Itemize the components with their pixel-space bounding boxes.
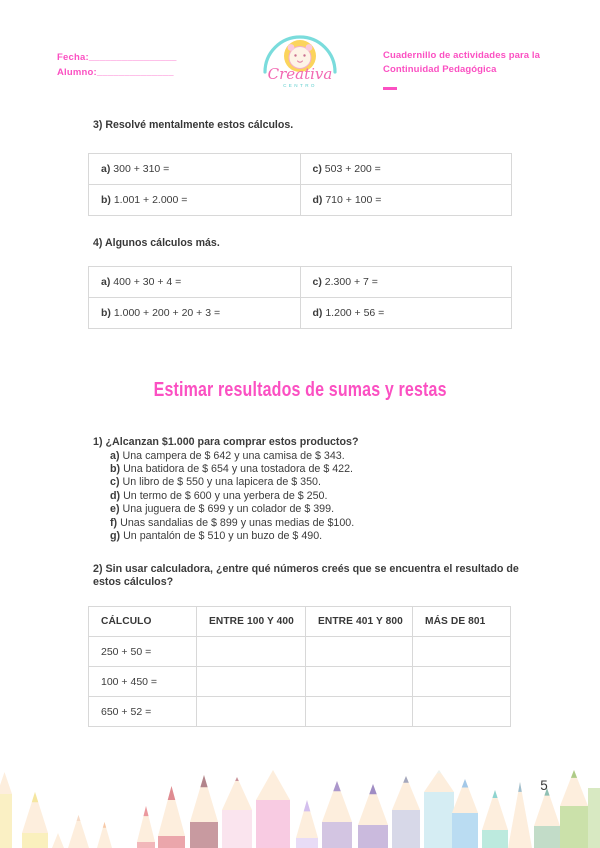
question-2-heading: 2) Sin usar calculadora, ¿entre qué números creés que se encuentra el resultado de estos cálculos?	[93, 563, 519, 589]
calc-expression: 710 + 100 =	[325, 194, 382, 206]
fecha-field	[57, 50, 177, 65]
calc-expression: 1.000 + 200 + 20 + 3 =	[113, 307, 221, 319]
calc-expression: 400 + 30 + 4 =	[113, 276, 182, 288]
calc-cell	[300, 298, 512, 329]
item-text: Una juguera de $ 699 y un colador de $ 399.	[122, 503, 335, 516]
item-letter: a)	[110, 449, 120, 462]
item-text: Una campera de $ 642 y una camisa de $ 343.	[122, 449, 345, 462]
item-text: Un pantalón de $ 510 y un buzo de $ 490.	[123, 529, 323, 542]
list-item	[110, 476, 359, 489]
table-row	[89, 697, 511, 727]
lion-eye-icon	[294, 54, 296, 56]
section4-table	[88, 266, 512, 329]
item-letter: a)	[101, 163, 111, 175]
item-letter: a)	[101, 276, 111, 288]
chapter-title	[88, 379, 512, 402]
column-header-entre-100-400: ENTRE 100 Y 400	[197, 607, 306, 637]
answer-cell	[413, 637, 511, 667]
logo-subtext: CENTRO	[283, 83, 317, 88]
column-header-entre-401-800: ENTRE 401 Y 800	[306, 607, 413, 637]
calc-cell	[300, 185, 512, 216]
header-dash	[383, 87, 397, 90]
answer-cell	[306, 637, 413, 667]
calc-expression: 503 + 200 =	[324, 163, 381, 175]
answer-cell	[413, 697, 511, 727]
table-header-row	[89, 607, 511, 637]
calc-expression: 650 + 52 =	[89, 697, 197, 727]
list-item	[110, 490, 359, 503]
item-text: Unas sandalias de $ 899 y unas medias de $100.	[120, 516, 355, 529]
section3-heading: 3) Resolvé mentalmente estos cálculos.	[93, 119, 294, 131]
calc-expression: 100 + 450 =	[89, 667, 197, 697]
list-item	[110, 463, 359, 476]
answer-cell	[306, 697, 413, 727]
calc-expression: 250 + 50 =	[89, 637, 197, 667]
answer-cell	[197, 637, 306, 667]
table-row	[89, 667, 511, 697]
list-item	[110, 450, 359, 463]
list-item	[110, 530, 359, 543]
item-letter: c)	[312, 163, 322, 175]
item-letter: f)	[110, 516, 118, 529]
alumno-blank-line: ______________	[96, 67, 174, 78]
lion-ear-icon	[288, 44, 295, 51]
calc-expression: 1.200 + 56 =	[325, 307, 385, 319]
table-row	[89, 637, 511, 667]
answer-cell	[197, 697, 306, 727]
page-number: 5	[540, 778, 548, 793]
section3-table	[88, 153, 512, 216]
booklet-title	[383, 49, 561, 76]
item-letter: d)	[312, 194, 323, 206]
column-header-calculo: CÁLCULO	[89, 607, 197, 637]
alumno-label: Alumno:	[57, 67, 97, 78]
lion-eye-icon	[303, 54, 305, 56]
item-letter: b)	[101, 307, 111, 319]
calc-cell	[89, 267, 301, 298]
calc-cell	[89, 185, 301, 216]
fecha-blank-line: ________________	[88, 52, 177, 63]
colored-pencils-border	[0, 760, 600, 848]
item-letter: c)	[312, 276, 322, 288]
item-text: Una batidora de $ 654 y una tostadora de $ 422.	[123, 462, 354, 475]
item-text: Un termo de $ 600 y una yerbera de $ 250.	[123, 489, 328, 502]
calc-expression: 2.300 + 7 =	[324, 276, 378, 288]
section4-heading: 4) Algunos cálculos más.	[93, 237, 220, 249]
column-header-mas-de-801: MÁS DE 801	[413, 607, 511, 637]
fecha-label: Fecha:	[57, 52, 89, 63]
item-letter: b)	[110, 462, 121, 475]
item-letter: d)	[312, 307, 323, 319]
item-letter: c)	[110, 476, 120, 489]
calc-cell	[89, 154, 301, 185]
answer-cell	[197, 667, 306, 697]
calc-expression: 1.001 + 2.000 =	[113, 194, 188, 206]
item-text: Un libro de $ 550 y una lapicera de $ 350.	[122, 476, 321, 489]
list-item	[110, 503, 359, 516]
calc-cell	[300, 267, 512, 298]
item-letter: g)	[110, 529, 121, 542]
item-letter: e)	[110, 503, 120, 516]
creativa-logo	[258, 27, 342, 91]
estimation-table	[88, 606, 511, 727]
calc-cell	[89, 298, 301, 329]
item-letter: d)	[110, 489, 121, 502]
chapter-title-text: Estimar resultados de sumas y restas	[153, 379, 447, 401]
alumno-field	[57, 65, 177, 80]
item-letter: b)	[101, 194, 111, 206]
booklet-title-line2: Continuidad Pedagógica	[383, 63, 497, 75]
answer-cell	[306, 667, 413, 697]
booklet-title-line1: Cuadernillo de actividades para la	[383, 50, 541, 61]
lion-ear-icon	[306, 44, 313, 51]
calc-expression: 300 + 310 =	[113, 163, 170, 175]
question-1-heading: 1) ¿Alcanzan $1.000 para comprar estos productos?	[93, 436, 359, 448]
header-fields	[57, 50, 177, 80]
question-1	[93, 436, 359, 543]
answer-cell	[413, 667, 511, 697]
list-item	[110, 517, 359, 530]
logo-wordmark: Creativa	[267, 65, 333, 83]
calc-cell	[300, 154, 512, 185]
